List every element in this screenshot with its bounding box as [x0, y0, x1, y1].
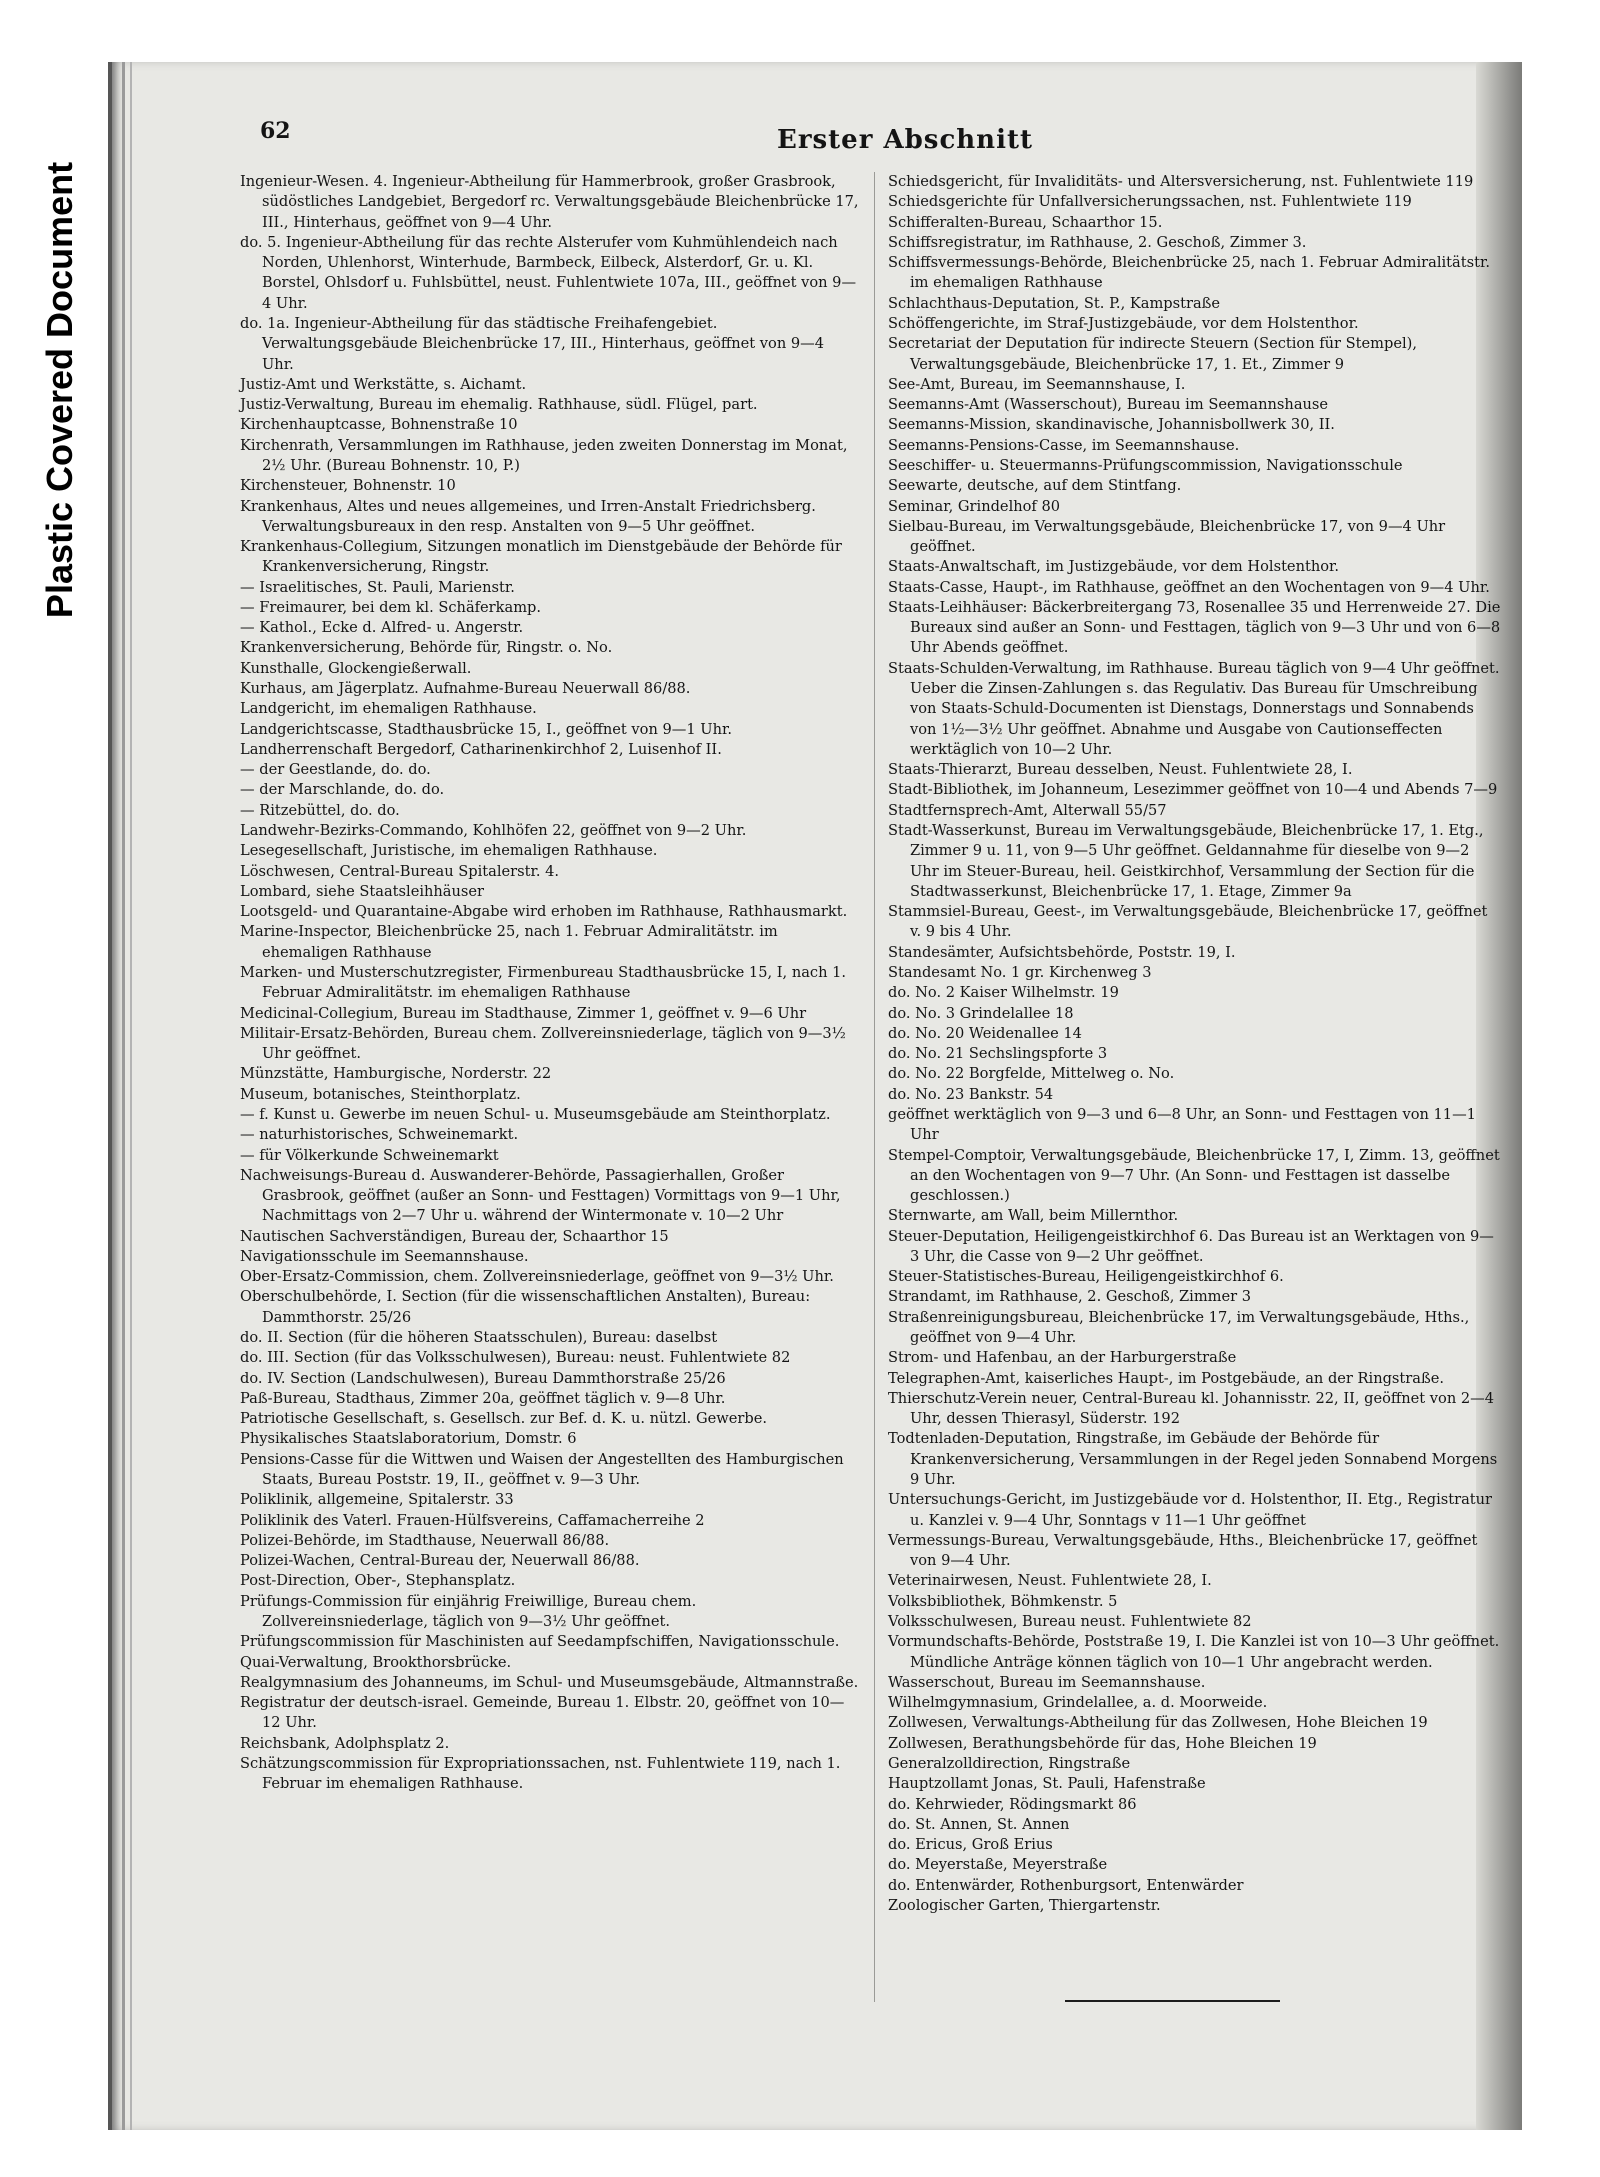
- directory-entry: do. 5. Ingenieur-Abtheilung für das rechte Alsterufer vom Kuhmühlendeich nach Norden, Uhlenhorst, Winterhude, Barmbeck, Eilbeck, Alsterdorf, Gr. u. Kl. Borstel, Ohlsdorf u. Fuhlsbüttel, neust. Fuhlentwiete 107a, III., geöffnet von 9—4 Uhr.: [240, 233, 857, 312]
- directory-entry: — Kathol., Ecke d. Alfred- u. Angerstr.: [240, 619, 524, 637]
- directory-entry: Quai-Verwaltung, Brookthorsbrücke.: [240, 1653, 512, 1671]
- directory-entry: — Freimaurer, bei dem kl. Schäferkamp.: [240, 598, 542, 616]
- directory-entry: Polizei-Wachen, Central-Bureau der, Neuerwall 86/88.: [240, 1552, 640, 1570]
- directory-entry: Kirchenhauptcasse, Bohnenstraße 10: [240, 416, 518, 434]
- directory-entry: Thierschutz-Verein neuer, Central-Bureau kl. Johannisstr. 22, II, geöffnet von 2—4 Uhr, dessen Thierasyl, Süderstr. 192: [888, 1389, 1495, 1428]
- directory-entry: Oberschulbehörde, I. Section (für die wissenschaftlichen Anstalten), Bureau: Dammthorstr. 25/26: [240, 1288, 811, 1326]
- directory-entry: Münzstätte, Hamburgische, Norderstr. 22: [240, 1065, 552, 1083]
- left-column: [240, 172, 860, 1795]
- directory-entry: geöffnet werktäglich von 9—3 und 6—8 Uhr, an Sonn- und Festtagen von 11—1 Uhr: [888, 1105, 1476, 1144]
- directory-entry: Staats-Schulden-Verwaltung, im Rathhause. Bureau täglich von 9—4 Uhr geöffnet. Ueber die Zinsen-Zahlungen s. das Regulativ. Das Bureau für Umschreibung von Staats-Schuld-Documenten ist Dienstags, Donnerstags und Sonnabends von 1½—3½ Uhr geöffnet. Abnahme und Ausgabe von Cautionseffecten werktäglich von 10—2 Uhr.: [888, 659, 1500, 758]
- directory-entry: Schätzungscommission für Expropriationssachen, nst. Fuhlentwiete 119, nach 1. Februar im ehemaligen Rathhause.: [240, 1754, 841, 1793]
- directory-entry: Museum, botanisches, Steinthorplatz.: [240, 1085, 521, 1103]
- directory-entry: Kunsthalle, Glockengießerwall.: [240, 659, 472, 677]
- directory-entry: Zollwesen, Berathungsbehörde für das, Hohe Bleichen 19: [888, 1734, 1317, 1752]
- directory-entry: Schiedsgerichte für Unfallversicherungssachen, nst. Fuhlentwiete 119: [888, 193, 1412, 211]
- directory-entry: Nautischen Sachverständigen, Bureau der, Schaarthor 15: [240, 1227, 669, 1245]
- directory-entry: — für Völkerkunde Schweinemarkt: [240, 1146, 499, 1164]
- directory-entry: do. Ericus, Groß Erius: [888, 1836, 1053, 1854]
- directory-entry: Steuer-Deputation, Heiligengeistkirchhof 6. Das Bureau ist an Werktagen von 9—3 Uhr, die Casse von 9—2 Uhr geöffnet.: [888, 1227, 1494, 1265]
- directory-entry: Stempel-Comptoir, Verwaltungsgebäude, Bleichenbrücke 17, I, Zimm. 13, geöffnet an den Wochentagen von 9—7 Uhr. (An Sonn- und Festtagen ist dasselbe geschlossen.): [888, 1146, 1500, 1205]
- directory-entry: — Ritzebüttel, do. do.: [240, 801, 400, 819]
- directory-entry: Wasserschout, Bureau im Seemannshause.: [888, 1673, 1206, 1691]
- directory-entry: do. No. 2 Kaiser Wilhelmstr. 19: [888, 984, 1119, 1002]
- directory-entry: — der Marschlande, do. do.: [240, 781, 445, 799]
- directory-entry: do. No. 3 Grindelallee 18: [888, 1004, 1074, 1022]
- directory-entry: Landgericht, im ehemaligen Rathhause.: [240, 700, 537, 718]
- directory-entry: Registratur der deutsch-israel. Gemeinde, Bureau 1. Elbstr. 20, geöffnet von 10—12 Uhr.: [240, 1694, 845, 1732]
- directory-entry: do. No. 20 Weidenallee 14: [888, 1024, 1082, 1042]
- page-number: 62: [260, 118, 291, 144]
- directory-entry: Stadtfernsprech-Amt, Alterwall 55/57: [888, 801, 1167, 819]
- directory-entry: Militair-Ersatz-Behörden, Bureau chem. Zollvereinsniederlage, täglich von 9—3½ Uhr geöffnet.: [240, 1024, 846, 1063]
- directory-entry: Kirchensteuer, Bohnenstr. 10: [240, 477, 456, 495]
- directory-entry: Marine-Inspector, Bleichenbrücke 25, nach 1. Februar Admiralitätstr. im ehemaligen Rathhause: [240, 923, 778, 961]
- directory-entry: do. Entenwärder, Rothenburgsort, Entenwärder: [888, 1876, 1244, 1894]
- directory-entry: Medicinal-Collegium, Bureau im Stadthause, Zimmer 1, geöffnet v. 9—6 Uhr: [240, 1004, 807, 1022]
- directory-entry: Paß-Bureau, Stadthaus, Zimmer 20a, geöffnet täglich v. 9—8 Uhr.: [240, 1389, 726, 1407]
- directory-entry: do. 1a. Ingenieur-Abtheilung für das städtische Freihafengebiet. Verwaltungsgebäude Bleichenbrücke 17, III., Hinterhaus, geöffnet von 9—4 Uhr.: [240, 314, 825, 373]
- directory-entry: Post-Direction, Ober-, Stephansplatz.: [240, 1572, 516, 1590]
- directory-entry: Realgymnasium des Johanneums, im Schul- und Museumsgebäude, Altmannstraße.: [240, 1673, 859, 1691]
- directory-entry: Volksbibliothek, Böhmkenstr. 5: [888, 1592, 1118, 1610]
- directory-entry: Nachweisungs-Bureau d. Auswanderer-Behörde, Passagierhallen, Großer Grasbrook, geöffnet (außer an Sonn- und Festtagen) Vormittags von 9—1 Uhr, Nachmittags von 2—7 Uhr u. während der Wintermonate v. 10—2 Uhr: [240, 1166, 841, 1225]
- directory-entry: Vormundschafts-Behörde, Poststraße 19, I. Die Kanzlei ist von 10—3 Uhr geöffnet. Mündliche Anträge können täglich von 10—1 Uhr angebracht werden.: [888, 1633, 1500, 1671]
- directory-entry: Zoologischer Garten, Thiergartenstr.: [888, 1896, 1161, 1914]
- directory-entry: Navigationsschule im Seemannshause.: [240, 1247, 529, 1265]
- directory-entry: do. No. 23 Bankstr. 54: [888, 1085, 1054, 1103]
- directory-entry: Seemanns-Amt (Wasserschout), Bureau im Seemannshause: [888, 396, 1329, 414]
- directory-entry: Steuer-Statistisches-Bureau, Heiligengeistkirchhof 6.: [888, 1268, 1284, 1286]
- directory-entry: — Israelitisches, St. Pauli, Marienstr.: [240, 578, 515, 596]
- directory-entry: do. No. 21 Sechslingspforte 3: [888, 1045, 1108, 1063]
- directory-entry: Ingenieur-Wesen. 4. Ingenieur-Abtheilung für Hammerbrook, großer Grasbrook, südöstliches Landgebiet, Bergedorf rc. Verwaltungsgebäude Bleichenbrücke 17, III., Hinterhaus, geöffnet von 9—4 Uhr.: [240, 173, 859, 231]
- directory-entry: Standesamt No. 1 gr. Kirchenweg 3: [888, 963, 1152, 981]
- directory-entry: Seemanns-Mission, skandinavische, Johannisbollwerk 30, II.: [888, 416, 1335, 434]
- directory-entry: Schifferalten-Bureau, Schaarthor 15.: [888, 213, 1163, 231]
- directory-entry: Reichsbank, Adolphsplatz 2.: [240, 1734, 450, 1752]
- directory-entry: Seemanns-Pensions-Casse, im Seemannshause.: [888, 436, 1240, 454]
- section-title: Erster Abschnitt: [777, 125, 1033, 155]
- directory-entry: Seeschiffer- u. Steuermanns-Prüfungscommission, Navigationsschule: [888, 456, 1403, 474]
- directory-entry: Lombard, siehe Staatsleihhäuser: [240, 882, 485, 900]
- directory-entry: Krankenhaus, Altes und neues allgemeines, und Irren-Anstalt Friedrichsberg. Verwaltungsbureaux in den resp. Anstalten von 9—5 Uhr geöffnet.: [240, 497, 816, 535]
- directory-entry: Prüfungs-Commission für einjährig Freiwillige, Bureau chem. Zollvereinsniederlage, täglich von 9—3½ Uhr geöffnet.: [240, 1592, 697, 1630]
- directory-entry: Seminar, Grindelhof 80: [888, 497, 1061, 515]
- directory-entry: Untersuchungs-Gericht, im Justizgebäude vor d. Holstenthor, II. Etg., Registratur u. Kanzlei v. 9—4 Uhr, Sonntags v 11—1 Uhr geöffnet: [888, 1491, 1493, 1529]
- directory-entry: do. Kehrwieder, Rödingsmarkt 86: [888, 1795, 1137, 1813]
- directory-entry: Landherrenschaft Bergedorf, Catharinenkirchhof 2, Luisenhof II.: [240, 740, 722, 758]
- directory-entry: Zollwesen, Verwaltungs-Abtheilung für das Zollwesen, Hohe Bleichen 19: [888, 1714, 1428, 1732]
- directory-entry: Landgerichtscasse, Stadthausbrücke 15, I., geöffnet von 9—1 Uhr.: [240, 720, 732, 738]
- directory-entry: Kirchenrath, Versammlungen im Rathhause, jeden zweiten Donnerstag im Monat, 2½ Uhr. (Bureau Bohnenstr. 10, P.): [240, 436, 848, 474]
- directory-entry: do. III. Section (für das Volksschulwesen), Bureau: neust. Fuhlentwiete 82: [240, 1349, 791, 1367]
- directory-entry: do. II. Section (für die höheren Staatsschulen), Bureau: daselbst: [240, 1329, 718, 1347]
- directory-entry: do. St. Annen, St. Annen: [888, 1815, 1070, 1833]
- directory-entry: Straßenreinigungsbureau, Bleichenbrücke 17, im Verwaltungsgebäude, Hths., geöffnet von 9—4 Uhr.: [888, 1308, 1470, 1347]
- directory-entry: Löschwesen, Central-Bureau Spitalerstr. 4.: [240, 862, 560, 880]
- directory-entry: Lootsgeld- und Quarantaine-Abgabe wird erhoben im Rathhause, Rathhausmarkt.: [240, 903, 848, 921]
- directory-entry: Marken- und Musterschutzregister, Firmenbureau Stadthausbrücke 15, I, nach 1. Februar Admiralitätstr. im ehemaligen Rathhause: [240, 963, 847, 1002]
- directory-entry: Poliklinik, allgemeine, Spitalerstr. 33: [240, 1491, 514, 1509]
- directory-entry: Strandamt, im Rathhause, 2. Geschoß, Zimmer 3: [888, 1288, 1252, 1306]
- end-rule: [1065, 2000, 1280, 2002]
- directory-entry: Ober-Ersatz-Commission, chem. Zollvereinsniederlage, geöffnet von 9—3½ Uhr.: [240, 1268, 834, 1286]
- directory-entry: Schiffsregistratur, im Rathhause, 2. Geschoß, Zimmer 3.: [888, 233, 1307, 251]
- directory-entry: Pensions-Casse für die Wittwen und Waisen der Angestellten des Hamburgischen Staats, Bureau Poststr. 19, II., geöffnet v. 9—3 Uhr.: [240, 1450, 844, 1488]
- directory-entry: Hauptzollamt Jonas, St. Pauli, Hafenstraße: [888, 1775, 1206, 1793]
- directory-entry: Telegraphen-Amt, kaiserliches Haupt-, im Postgebäude, an der Ringstraße.: [888, 1369, 1444, 1387]
- directory-entry: Landwehr-Bezirks-Commando, Kohlhöfen 22, geöffnet von 9—2 Uhr.: [240, 822, 747, 839]
- directory-entry: do. Meyerstaße, Meyerstraße: [888, 1856, 1108, 1874]
- directory-entry: do. IV. Section (Landschulwesen), Bureau Dammthorstraße 25/26: [240, 1369, 726, 1387]
- directory-entry: Prüfungscommission für Maschinisten auf Seedampfschiffen, Navigationsschule.: [240, 1633, 840, 1651]
- directory-entry: Staats-Casse, Haupt-, im Rathhause, geöffnet an den Wochentagen von 9—4 Uhr.: [888, 578, 1490, 596]
- directory-entry: Staats-Leihhäuser: Bäckerbreitergang 73, Rosenallee 35 und Herrenweide 27. Die Bureaux sind außer an Sonn- und Festtagen, täglich von 9—3 Uhr und von 6—8 Uhr Abends geöffnet.: [888, 598, 1501, 657]
- directory-entry: Justiz-Verwaltung, Bureau im ehemalig. Rathhause, südl. Flügel, part.: [240, 396, 758, 414]
- directory-entry: Kurhaus, am Jägerplatz. Aufnahme-Bureau Neuerwall 86/88.: [240, 680, 691, 698]
- directory-entry: Patriotische Gesellschaft, s. Gesellsch. zur Bef. d. K. u. nützl. Gewerbe.: [240, 1410, 767, 1428]
- directory-entry: Justiz-Amt und Werkstätte, s. Aichamt.: [240, 375, 527, 393]
- directory-entry: do. No. 22 Borgfelde, Mittelweg o. No.: [888, 1065, 1175, 1083]
- directory-entry: Strom- und Hafenbau, an der Harburgerstraße: [888, 1349, 1237, 1367]
- directory-entry: Schiedsgericht, für Invaliditäts- und Altersversicherung, nst. Fuhlentwiete 119: [888, 173, 1474, 190]
- directory-entry: Generalzolldirection, Ringstraße: [888, 1754, 1131, 1772]
- directory-entry: Poliklinik des Vaterl. Frauen-Hülfsvereins, Caffamacherreihe 2: [240, 1511, 705, 1529]
- directory-entry: — naturhistorisches, Schweinemarkt.: [240, 1126, 519, 1144]
- directory-entry: Sielbau-Bureau, im Verwaltungsgebäude, Bleichenbrücke 17, von 9—4 Uhr geöffnet.: [888, 517, 1446, 556]
- directory-entry: Stammsiel-Bureau, Geest-, im Verwaltungsgebäude, Bleichenbrücke 17, geöffnet v. 9 bis 4 Uhr.: [888, 903, 1488, 941]
- sidebar-label: [30, 0, 90, 2177]
- directory-entry: Stadt-Wasserkunst, Bureau im Verwaltungsgebäude, Bleichenbrücke 17, 1. Etg., Zimmer 9 u. 11, von 9—5 Uhr geöffnet. Geldannahme für dieselbe von 9—2 Uhr im Steuer-Bureau, heil. Geistkirchhof, Versammlung der Section für die Stadtwasserkunst, Bleichenbrücke 17, 1. Etage, Zimmer 9a: [888, 822, 1484, 900]
- directory-entry: Volksschulwesen, Bureau neust. Fuhlentwiete 82: [888, 1612, 1252, 1630]
- directory-entry: Schlachthaus-Deputation, St. P., Kampstraße: [888, 294, 1221, 312]
- directory-entry: Lesegesellschaft, Juristische, im ehemaligen Rathhause.: [240, 842, 658, 860]
- directory-entry: Stadt-Bibliothek, im Johanneum, Lesezimmer geöffnet von 10—4 und Abends 7—9: [888, 781, 1498, 799]
- directory-entry: Veterinairwesen, Neust. Fuhlentwiete 28, I.: [888, 1572, 1212, 1590]
- directory-entry: Schöffengerichte, im Straf-Justizgebäude, vor dem Holstenthor.: [888, 314, 1359, 332]
- column-divider: [874, 172, 875, 2002]
- directory-entry: Staats-Anwaltschaft, im Justizgebäude, vor dem Holstenthor.: [888, 558, 1340, 576]
- directory-entry: Krankenversicherung, Behörde für, Ringstr. o. No.: [240, 639, 613, 657]
- directory-entry: See-Amt, Bureau, im Seemannshause, I.: [888, 375, 1186, 393]
- directory-entry: Vermessungs-Bureau, Verwaltungsgebäude, Hths., Bleichenbrücke 17, geöffnet von 9—4 Uhr.: [888, 1531, 1478, 1570]
- directory-entry: Polizei-Behörde, im Stadthause, Neuerwall 86/88.: [240, 1531, 610, 1549]
- directory-entry: Schiffsvermessungs-Behörde, Bleichenbrücke 25, nach 1. Februar Admiralitätstr. im ehemaligen Rathhause: [888, 254, 1490, 292]
- directory-entry: Sternwarte, am Wall, beim Millernthor.: [888, 1207, 1179, 1225]
- directory-entry: — f. Kunst u. Gewerbe im neuen Schul- u. Museumsgebäude am Steinthorplatz.: [240, 1105, 831, 1123]
- right-column: [888, 172, 1502, 1916]
- directory-entry: Todtenladen-Deputation, Ringstraße, im Gebäude der Behörde für Krankenversicherung, Versammlungen in der Regel jeden Sonnabend Morgens 9 Uhr.: [888, 1430, 1498, 1488]
- directory-entry: Seewarte, deutsche, auf dem Stintfang.: [888, 477, 1182, 495]
- directory-entry: Physikalisches Staatslaboratorium, Domstr. 6: [240, 1430, 577, 1448]
- directory-entry: Wilhelmgymnasium, Grindelallee, a. d. Moorweide.: [888, 1694, 1268, 1712]
- directory-entry: Staats-Thierarzt, Bureau desselben, Neust. Fuhlentwiete 28, I.: [888, 761, 1353, 779]
- directory-entry: Secretariat der Deputation für indirecte Steuern (Section für Stempel), Verwaltungsgebäude, Bleichenbrücke 17, 1. Et., Zimmer 9: [888, 335, 1417, 373]
- directory-entry: — der Geestlande, do. do.: [240, 761, 431, 779]
- directory-entry: Krankenhaus-Collegium, Sitzungen monatlich im Dienstgebäude der Behörde für Krankenversicherung, Ringstr.: [240, 538, 842, 576]
- directory-entry: Standesämter, Aufsichtsbehörde, Poststr. 19, I.: [888, 943, 1236, 961]
- sidebar-label-text: Plastic Covered Document: [39, 161, 80, 619]
